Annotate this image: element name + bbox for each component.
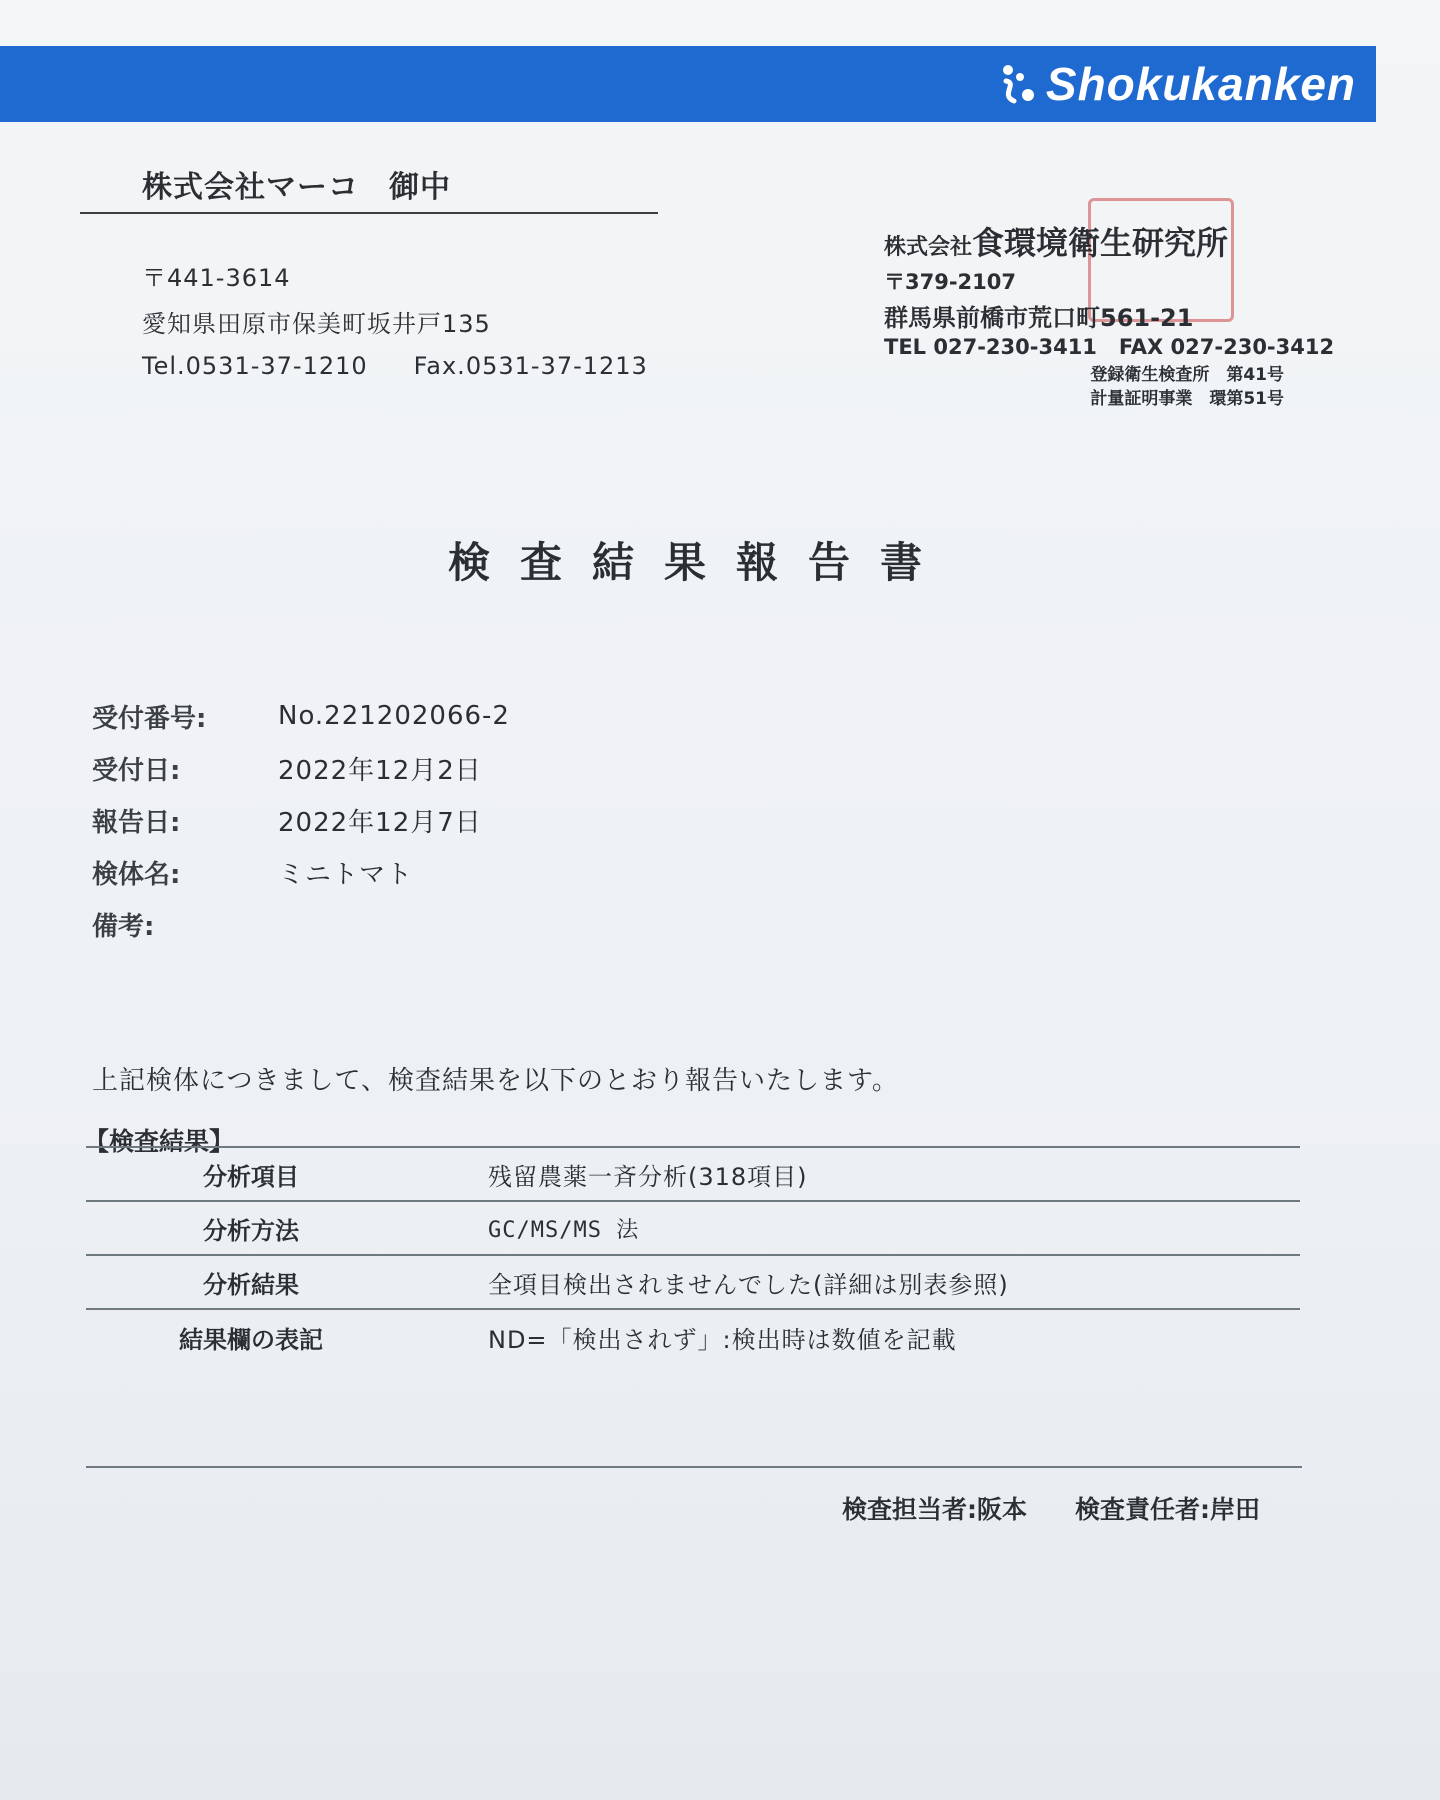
recipient-tel: Tel.0531-37-1210: [142, 352, 368, 380]
intro-text: 上記検体につきまして、検査結果を以下のとおり報告いたします。: [92, 1066, 899, 1096]
info-row: [92, 794, 510, 846]
info-label: 受付番号:: [92, 703, 207, 734]
info-row: [92, 742, 510, 794]
supervisor-name: 検査責任者:岸田: [1075, 1495, 1260, 1524]
info-row: [92, 898, 510, 950]
result-value: ND=「検出されず」:検出時は数値を記載: [488, 1325, 957, 1354]
table-row: [86, 1256, 1300, 1310]
table-row: [86, 1310, 1300, 1364]
results-heading: 【検査結果】: [84, 1127, 235, 1156]
result-value: GC/MS/MS 法: [488, 1217, 640, 1243]
table-row: [86, 1202, 1300, 1256]
recipient-address: 愛知県田原市保美町坂井戸135: [142, 310, 491, 338]
result-label: 分析方法: [203, 1216, 299, 1245]
divider: [86, 1466, 1302, 1468]
table-row: [86, 1148, 1300, 1202]
shokukanken-logo-icon: [992, 61, 1038, 107]
recipient-name: [80, 150, 658, 214]
lab-info: [884, 218, 1335, 411]
info-label: 備考:: [92, 911, 155, 942]
report-title: 検査結果報告書: [447, 538, 952, 587]
brand-name: Shokukanken: [1045, 58, 1356, 110]
info-value: 2022年12月7日: [278, 807, 482, 838]
recipient-company: 株式会社マーコ: [142, 170, 359, 205]
lab-tel: TEL 027-230-3411: [884, 335, 1097, 359]
lab-name-main: 食環境衛生研究所: [972, 224, 1229, 262]
info-value: ミニトマト: [278, 859, 414, 890]
result-value: 残留農薬一斉分析(318項目): [488, 1162, 808, 1191]
results-table: [86, 1146, 1300, 1364]
info-label: 検体名:: [92, 859, 181, 890]
inspector-name: 検査担当者:阪本: [842, 1495, 1027, 1524]
lab-fax: FAX 027-230-3412: [1118, 335, 1335, 359]
recipient-fax: Fax.0531-37-1213: [413, 352, 648, 380]
recipient-zip: 〒441-3614: [142, 264, 291, 292]
info-value: No.221202066-2: [278, 701, 510, 731]
result-value: 全項目検出されませんでした(詳細は別表参照): [488, 1270, 1009, 1299]
lab-registration-1: 登録衛生検査所 第41号: [1090, 365, 1284, 385]
brand-logo: [992, 56, 1376, 112]
info-value: 2022年12月2日: [278, 755, 482, 786]
staff-signatures: [842, 1490, 1260, 1526]
header-banner: [0, 46, 1376, 122]
recipient-honorific: 御中: [389, 170, 451, 205]
result-label: 結果欄の表記: [179, 1325, 323, 1354]
report-info: [92, 690, 510, 950]
result-label: 分析結果: [203, 1270, 299, 1299]
lab-name: [884, 218, 1304, 264]
lab-phone: [884, 335, 1335, 359]
lab-registration-2: 計量証明事業 環第51号: [1090, 389, 1284, 409]
lab-prefix: 株式会社: [884, 235, 973, 260]
lab-address: 群馬県前橋市荒口町561-21: [884, 304, 1194, 332]
result-label: 分析項目: [203, 1162, 299, 1191]
info-row: [92, 690, 510, 742]
info-label: 報告日:: [92, 807, 181, 838]
recipient-phone: [142, 352, 648, 380]
info-label: 受付日:: [92, 755, 181, 786]
info-row: [92, 846, 510, 898]
lab-zip: 〒379-2107: [884, 270, 1016, 294]
